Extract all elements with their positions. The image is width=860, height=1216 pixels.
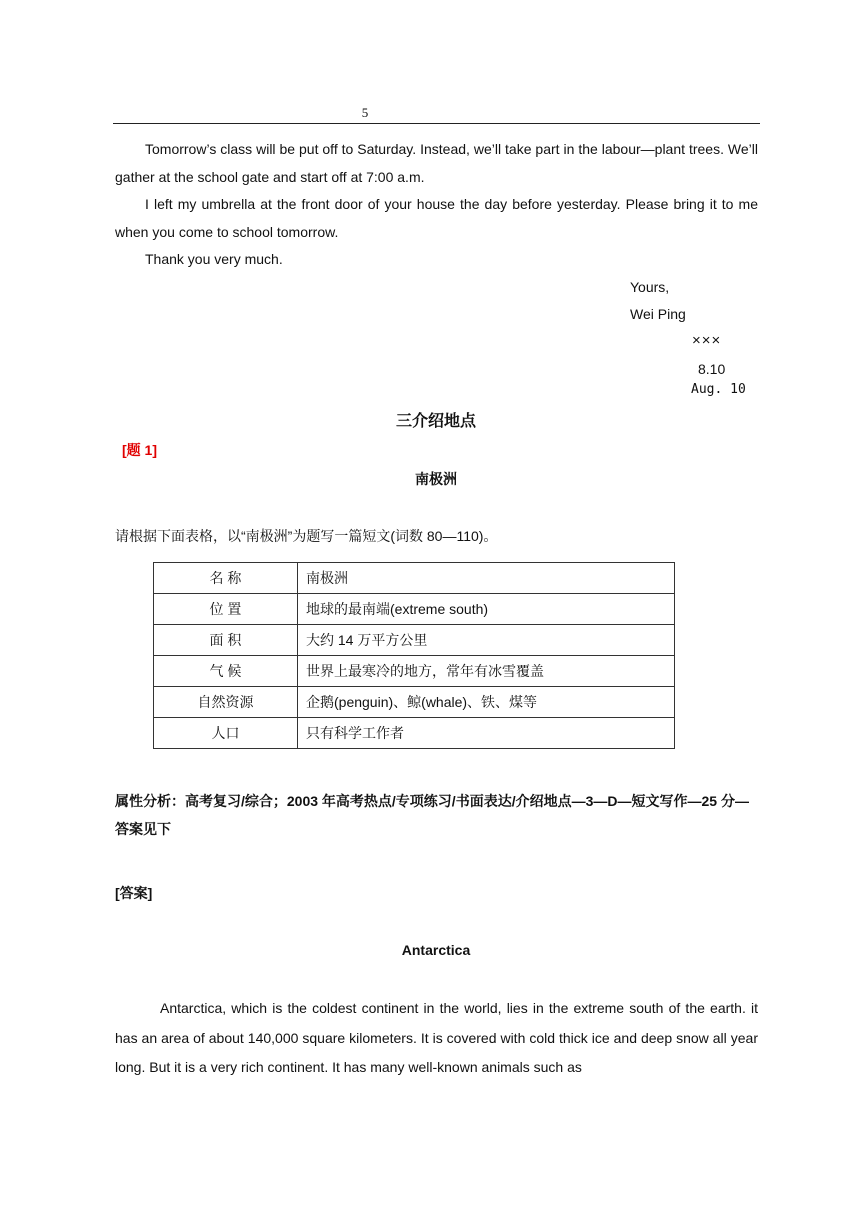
info-table: [153, 562, 675, 749]
answer-tag: [答案]: [115, 885, 153, 901]
table-value: 企鹅(penguin)、鲸(whale)、铁、煤等: [298, 687, 675, 718]
table-row: [154, 625, 675, 656]
table-key: 面 积: [154, 625, 298, 656]
table-value: 世界上最寒冷的地方，常年有冰雪覆盖: [298, 656, 675, 687]
info-table-wrapper: [153, 562, 675, 749]
letter-closing: Yours,: [630, 279, 670, 295]
letter-signature-name: Wei Ping: [630, 306, 686, 322]
table-row: [154, 594, 675, 625]
table-value: 地球的最南端(extreme south): [298, 594, 675, 625]
topic-title: 南极洲: [415, 471, 457, 487]
table-value: 大约 14 万平方公里: [298, 625, 675, 656]
letter-paragraph-1: Tomorrow’s class will be put off to Saturday. Instead, we’ll take part in the labour—plant trees. We’ll gather at the school gate and start off at 7:00 a.m.: [115, 141, 758, 185]
table-key: 自然资源: [154, 687, 298, 718]
instruction-text: 请根据下面表格，以“南极洲”为题写一篇短文(词数 80—110)。: [115, 528, 498, 544]
attribute-analysis: 属性分析：高考复习/综合；2003 年高考热点/专项练习/书面表达/介绍地点—3—D—短文写作—25 分—答案见下: [115, 793, 749, 837]
table-row: [154, 718, 675, 749]
letter-date-english: Aug. 10: [691, 382, 746, 397]
table-value: 只有科学工作者: [298, 718, 675, 749]
table-row: [154, 656, 675, 687]
table-key: 名 称: [154, 563, 298, 594]
table-row: [154, 563, 675, 594]
section-title: 三介绍地点: [395, 413, 476, 430]
letter-paragraph-2: I left my umbrella at the front door of your house the day before yesterday. Please bring it to me when you come to school tomorrow.: [115, 196, 758, 240]
table-key: 位 置: [154, 594, 298, 625]
table-row: [154, 687, 675, 718]
table-key: 气 候: [154, 656, 298, 687]
letter-paragraph-3: Thank you very much.: [145, 251, 283, 267]
answer-title: Antarctica: [401, 942, 471, 958]
letter-date: 8.10: [698, 361, 726, 377]
question-tag: [题 1]: [122, 442, 157, 458]
table-key: 人口: [154, 718, 298, 749]
page-number: 5: [361, 105, 369, 120]
table-value: 南极洲: [298, 563, 675, 594]
letter-mark: ×××: [692, 332, 722, 349]
header-divider: [113, 123, 760, 124]
answer-text: Antarctica, which is the coldest continent in the world, lies in the extreme south of the earth. it has an area of about 140,000 square kilometers. It is covered with cold thick ice and deep snow all year long. But it is a very rich continent. It has many well-known animals such as: [115, 1000, 758, 1075]
